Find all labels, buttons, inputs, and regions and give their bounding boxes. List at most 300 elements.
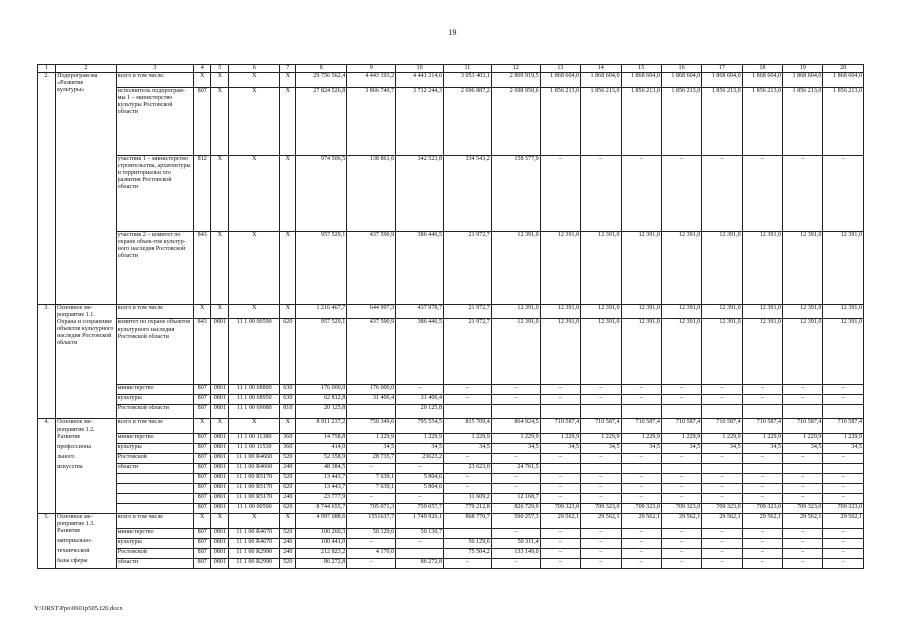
table-row xyxy=(38,504,864,514)
amount-cell: 710 587,4 xyxy=(702,419,742,434)
amount-cell: – xyxy=(540,385,580,395)
amount-cell: – xyxy=(783,155,823,231)
row-number-cell xyxy=(38,464,56,474)
grbs-code-cell: 807 xyxy=(194,454,211,464)
program-name-cell xyxy=(56,405,117,419)
vr-code-cell: 520 xyxy=(280,474,296,484)
program-name-cell xyxy=(56,474,117,484)
amount-cell: 4 443 193,2 xyxy=(347,73,396,88)
amount-cell: – xyxy=(581,538,621,548)
amount-cell: 437 978,7 xyxy=(396,304,444,319)
amount-cell: 29 562,1 xyxy=(742,514,782,529)
program-name-cell: базы сферы xyxy=(56,558,117,568)
amount-cell: 29 562,1 xyxy=(621,514,661,529)
amount-cell: 779 212,8 xyxy=(444,504,492,514)
amount-cell: 12 391,0 xyxy=(823,304,864,319)
amount-cell: 1 229,9 xyxy=(396,434,444,444)
amount-cell: – xyxy=(783,548,823,558)
amount-cell: – xyxy=(581,494,621,504)
amount-cell: 1 868 604,0 xyxy=(783,73,823,88)
amount-cell: – xyxy=(621,494,661,504)
csr-code-cell: 11 1 00 R4670 xyxy=(229,528,280,538)
rzpr-code-cell: X xyxy=(211,73,229,88)
amount-cell: 437 590,9 xyxy=(347,319,396,385)
table-row xyxy=(38,494,864,504)
amount-cell xyxy=(661,464,701,474)
amount-cell: 7 639,1 xyxy=(347,474,396,484)
responsible-cell xyxy=(116,474,194,484)
vr-code-cell: X xyxy=(280,155,296,231)
program-name-cell xyxy=(56,494,117,504)
column-number: 5 xyxy=(211,65,229,73)
amount-cell: 12 391,0 xyxy=(661,304,701,319)
amount-cell: 12 391,0 xyxy=(581,304,621,319)
rzpr-code-cell: 0801 xyxy=(211,319,229,385)
row-number-cell: 2. xyxy=(38,73,56,88)
rzpr-code-cell: 0801 xyxy=(211,444,229,454)
vr-code-cell: X xyxy=(280,231,296,304)
amount-cell xyxy=(742,464,782,474)
amount-cell: 414,0 xyxy=(296,444,347,454)
amount-cell: – xyxy=(702,474,742,484)
amount-cell: 138 861,6 xyxy=(347,155,396,231)
amount-cell: – xyxy=(661,474,701,484)
amount-cell: – xyxy=(491,484,540,494)
amount-cell: 1 868 604,0 xyxy=(661,73,701,88)
amount-cell: 34,5 xyxy=(661,444,701,454)
amount-cell: 34,5 xyxy=(540,444,580,454)
amount-cell: – xyxy=(783,474,823,484)
responsible-cell xyxy=(116,484,194,494)
amount-cell: 75 504,2 xyxy=(444,548,492,558)
column-number: 20 xyxy=(823,65,864,73)
amount-cell: – xyxy=(661,558,701,568)
amount-cell: 8 744 655,7 xyxy=(296,504,347,514)
rzpr-code-cell: X xyxy=(211,304,229,319)
amount-cell: 12 391,0 xyxy=(581,231,621,304)
amount-cell: 34,5 xyxy=(823,444,864,454)
amount-cell: – xyxy=(581,548,621,558)
column-number: 15 xyxy=(621,65,661,73)
csr-code-cell: 11 1 00 68890 xyxy=(229,385,280,395)
amount-cell: – xyxy=(742,548,782,558)
csr-code-cell: X xyxy=(229,419,280,434)
amount-cell: 12 391,0 xyxy=(491,304,540,319)
amount-cell: 1 856 213,0 xyxy=(581,87,621,155)
amount-cell xyxy=(742,405,782,419)
amount-cell: 31 406,4 xyxy=(347,395,396,405)
amount-cell xyxy=(783,464,823,474)
csr-code-cell: 11 1 00 69080 xyxy=(229,405,280,419)
vr-code-cell: X xyxy=(280,87,296,155)
amount-cell: – xyxy=(444,474,492,484)
amount-cell: 13 443,7 xyxy=(296,474,347,484)
csr-code-cell: 11 1 00 11380 xyxy=(229,434,280,444)
amount-cell xyxy=(621,464,661,474)
amount-cell: 3 866 740,7 xyxy=(347,87,396,155)
amount-cell: 709 323,0 xyxy=(661,504,701,514)
column-number: 14 xyxy=(581,65,621,73)
amount-cell: 1 868 604,0 xyxy=(581,73,621,88)
amount-cell xyxy=(540,464,580,474)
amount-cell: 48 384,5 xyxy=(296,464,347,474)
grbs-code-cell: 807 xyxy=(194,558,211,568)
amount-cell: – xyxy=(540,454,580,464)
amount-cell: 1 868 604,0 xyxy=(621,73,661,88)
amount-cell: 705 071,3 xyxy=(347,504,396,514)
amount-cell: – xyxy=(661,494,701,504)
amount-cell: – xyxy=(540,395,580,405)
program-name-cell xyxy=(56,231,117,304)
program-name-cell xyxy=(56,504,117,514)
rzpr-code-cell: 0801 xyxy=(211,538,229,548)
rzpr-code-cell: 0801 xyxy=(211,528,229,538)
row-number-cell xyxy=(38,484,56,494)
rzpr-code-cell: X xyxy=(211,514,229,529)
amount-cell: – xyxy=(661,538,701,548)
table-row xyxy=(38,558,864,568)
responsible-cell xyxy=(116,504,194,514)
vr-code-cell: 520 xyxy=(280,528,296,538)
amount-cell: – xyxy=(621,385,661,395)
program-name-cell: Основное ме-роприятие 1.3. xyxy=(56,514,117,529)
amount-cell: – xyxy=(702,548,742,558)
amount-cell: 23 777,9 xyxy=(296,494,347,504)
program-name-cell: Подпрограм-ма «Развитие xyxy=(56,73,117,88)
amount-cell: 1 868 604,0 xyxy=(702,73,742,88)
amount-cell: – xyxy=(621,558,661,568)
amount-cell: 709 323,0 xyxy=(742,504,782,514)
page-number: 19 xyxy=(448,28,457,37)
grbs-code-cell: 807 xyxy=(194,385,211,395)
amount-cell: – xyxy=(783,454,823,464)
amount-cell xyxy=(347,405,396,419)
amount-cell: 334 543,2 xyxy=(444,155,492,231)
amount-cell: 50 129,6 xyxy=(347,528,396,538)
amount-cell: 12 391,0 xyxy=(783,319,823,385)
amount-cell: – xyxy=(661,454,701,464)
amount-cell: – xyxy=(823,484,864,494)
vr-code-cell: 620 xyxy=(280,484,296,494)
grbs-code-cell: 812 xyxy=(194,155,211,231)
amount-cell: 12 391,0 xyxy=(783,304,823,319)
row-number-cell xyxy=(38,231,56,304)
column-number: 9 xyxy=(347,65,396,73)
amount-cell: 21 972,7 xyxy=(444,319,492,385)
vr-code-cell: 810 xyxy=(280,405,296,419)
amount-cell: – xyxy=(783,538,823,548)
program-name-cell: культуры» xyxy=(56,87,117,155)
vr-code-cell: 360 xyxy=(280,434,296,444)
amount-cell: 133 149,0 xyxy=(491,548,540,558)
row-number-cell xyxy=(38,444,56,454)
amount-cell: 709 323,0 xyxy=(540,504,580,514)
table-row xyxy=(38,405,864,419)
amount-cell: 1 856 213,0 xyxy=(783,87,823,155)
rzpr-code-cell: X xyxy=(211,155,229,231)
amount-cell: – xyxy=(581,155,621,231)
amount-cell: 31 406,4 xyxy=(396,395,444,405)
responsible-cell: культуры xyxy=(116,538,194,548)
program-name-cell: Охрана и сохранение объектов культурного наследия Ростовской области xyxy=(56,319,117,385)
amount-cell: 11 609,2 xyxy=(444,494,492,504)
vr-code-cell: 240 xyxy=(280,464,296,474)
table-row xyxy=(38,444,864,454)
amount-cell: 29 562,1 xyxy=(823,514,864,529)
row-number-cell: 3. xyxy=(38,304,56,319)
grbs-code-cell: 807 xyxy=(194,494,211,504)
amount-cell xyxy=(540,405,580,419)
amount-cell: 1 868 604,0 xyxy=(823,73,864,88)
amount-cell: 957 529,1 xyxy=(296,231,347,304)
grbs-code-cell: X xyxy=(194,419,211,434)
amount-cell xyxy=(621,405,661,419)
column-number: 17 xyxy=(702,65,742,73)
rzpr-code-cell: 0801 xyxy=(211,474,229,484)
amount-cell: 158 577,9 xyxy=(491,155,540,231)
amount-cell: 1 229,9 xyxy=(444,434,492,444)
amount-cell: 4 441 214,6 xyxy=(396,73,444,88)
csr-code-cell: X xyxy=(229,73,280,88)
amount-cell: 12 391,0 xyxy=(661,319,701,385)
amount-cell: – xyxy=(661,484,701,494)
amount-cell: 710 587,4 xyxy=(621,419,661,434)
amount-cell: – xyxy=(396,464,444,474)
vr-code-cell: 240 xyxy=(280,494,296,504)
amount-cell: – xyxy=(347,494,396,504)
amount-cell: 34,5 xyxy=(444,444,492,454)
responsible-cell: всего в том числе xyxy=(116,304,194,319)
amount-cell: – xyxy=(581,484,621,494)
amount-cell: – xyxy=(540,484,580,494)
vr-code-cell: X xyxy=(280,419,296,434)
rzpr-code-cell: 0801 xyxy=(211,434,229,444)
amount-cell: 50 129,6 xyxy=(444,538,492,548)
csr-code-cell: X xyxy=(229,231,280,304)
amount-cell: – xyxy=(702,528,742,538)
vr-code-cell: 620 xyxy=(280,504,296,514)
amount-cell: – xyxy=(621,395,661,405)
amount-cell xyxy=(783,405,823,419)
column-number: 12 xyxy=(491,65,540,73)
amount-cell: – xyxy=(540,474,580,484)
amount-cell: 23623,2 xyxy=(396,454,444,464)
amount-cell: – xyxy=(742,385,782,395)
amount-cell: – xyxy=(540,494,580,504)
amount-cell: 34,5 xyxy=(621,444,661,454)
csr-code-cell: 11 1 00 00590 xyxy=(229,504,280,514)
amount-cell: 29 562,1 xyxy=(783,514,823,529)
amount-cell: 12 391,0 xyxy=(823,231,864,304)
amount-cell: 1 856 213,0 xyxy=(621,87,661,155)
amount-cell: 86 272,8 xyxy=(396,558,444,568)
vr-code-cell: X xyxy=(280,304,296,319)
rzpr-code-cell: 0801 xyxy=(211,484,229,494)
amount-cell: 826 729,9 xyxy=(491,504,540,514)
table-row xyxy=(38,484,864,494)
amount-cell: 386 446,5 xyxy=(396,231,444,304)
csr-code-cell: 11 1 00 R4670 xyxy=(229,538,280,548)
column-number: 10 xyxy=(396,65,444,73)
table-row xyxy=(38,419,864,434)
responsible-cell: всего в том числе xyxy=(116,514,194,529)
program-name-cell: искусства xyxy=(56,464,117,474)
amount-cell: 12 391,0 xyxy=(742,231,782,304)
amount-cell xyxy=(661,405,701,419)
amount-cell: – xyxy=(621,528,661,538)
amount-cell xyxy=(702,405,742,419)
amount-cell: 12 391,0 xyxy=(702,231,742,304)
amount-cell: 710 587,4 xyxy=(540,419,580,434)
amount-cell: – xyxy=(444,558,492,568)
program-name-cell: льного xyxy=(56,454,117,464)
amount-cell: 7 639,1 xyxy=(347,484,396,494)
responsible-cell: участник 2 – комитет по охране объек-тов культур-ного наследия Ростовской области xyxy=(116,231,194,304)
amount-cell: 1 229,9 xyxy=(621,434,661,444)
column-number: 16 xyxy=(661,65,701,73)
amount-cell xyxy=(444,405,492,419)
responsible-cell: культуры xyxy=(116,395,194,405)
responsible-cell: области xyxy=(116,464,194,474)
footer-file-path: Y:\ORST\Ppo\0601p505.f20.docx xyxy=(34,605,123,612)
program-name-cell xyxy=(56,155,117,231)
vr-code-cell: 630 xyxy=(280,385,296,395)
amount-cell: 29 562,1 xyxy=(581,514,621,529)
amount-cell: – xyxy=(621,548,661,558)
grbs-code-cell: 807 xyxy=(194,548,211,558)
csr-code-cell: X xyxy=(229,304,280,319)
amount-cell: 86 272,8 xyxy=(296,558,347,568)
amount-cell: – xyxy=(491,454,540,464)
responsible-cell xyxy=(116,494,194,504)
program-name-cell: Основное ме-роприятие 1.2. xyxy=(56,419,117,434)
amount-cell xyxy=(396,548,444,558)
amount-cell: 1 229,9 xyxy=(702,434,742,444)
amount-cell: – xyxy=(702,494,742,504)
amount-cell: 12 391,0 xyxy=(491,319,540,385)
amount-cell: – xyxy=(783,528,823,538)
table-row xyxy=(38,464,864,474)
vr-code-cell: 240 xyxy=(280,538,296,548)
amount-cell: – xyxy=(581,395,621,405)
row-number-cell xyxy=(38,528,56,538)
grbs-code-cell: 807 xyxy=(194,434,211,444)
csr-code-cell: 11 1 00 00590 xyxy=(229,319,280,385)
amount-cell: 12 391,0 xyxy=(742,304,782,319)
amount-cell: – xyxy=(540,538,580,548)
table-row xyxy=(38,434,864,444)
amount-cell xyxy=(491,405,540,419)
row-number-cell xyxy=(38,395,56,405)
amount-cell: 710 587,4 xyxy=(581,419,621,434)
csr-code-cell: X xyxy=(229,155,280,231)
row-number-cell xyxy=(38,504,56,514)
amount-cell: 710 587,4 xyxy=(742,419,782,434)
vr-code-cell: X xyxy=(280,73,296,88)
amount-cell: – xyxy=(491,385,540,395)
amount-cell xyxy=(581,405,621,419)
amount-cell: 12 391,0 xyxy=(621,304,661,319)
table-row xyxy=(38,548,864,558)
amount-cell: 710 587,4 xyxy=(661,419,701,434)
amount-cell: – xyxy=(702,558,742,568)
amount-cell: – xyxy=(396,538,444,548)
csr-code-cell: 11 1 00 11530 xyxy=(229,444,280,454)
amount-cell: 710 587,4 xyxy=(823,419,864,434)
amount-cell: – xyxy=(444,484,492,494)
amount-cell: 759 057,7 xyxy=(396,504,444,514)
amount-cell: 12 168,7 xyxy=(491,494,540,504)
amount-cell: 5 804,6 xyxy=(396,474,444,484)
amount-cell: – xyxy=(783,558,823,568)
vr-code-cell: 240 xyxy=(280,548,296,558)
program-name-cell xyxy=(56,395,117,405)
grbs-code-cell: 807 xyxy=(194,405,211,419)
program-name-cell: Развитие xyxy=(56,434,117,444)
amount-cell: 12 391,0 xyxy=(581,319,621,385)
responsible-cell: Ростовской области xyxy=(116,405,194,419)
amount-cell: – xyxy=(702,538,742,548)
amount-cell: 12 391,0 xyxy=(540,231,580,304)
amount-cell: 14 758,8 xyxy=(296,434,347,444)
amount-cell: 34,5 xyxy=(702,444,742,454)
amount-cell: – xyxy=(444,395,492,405)
amount-cell: – xyxy=(702,155,742,231)
rzpr-code-cell: 0801 xyxy=(211,504,229,514)
amount-cell: 52 358,9 xyxy=(296,454,347,464)
amount-cell: 34,5 xyxy=(396,444,444,454)
amount-cell: 1 856 213,0 xyxy=(823,87,864,155)
column-number: 18 xyxy=(742,65,782,73)
amount-cell: 12 391,0 xyxy=(621,231,661,304)
row-number-cell xyxy=(38,538,56,548)
amount-cell: – xyxy=(702,385,742,395)
amount-cell: 12 391,0 xyxy=(823,319,864,385)
amount-cell: 34,5 xyxy=(581,444,621,454)
amount-cell: 864 924,5 xyxy=(491,419,540,434)
row-number-cell xyxy=(38,474,56,484)
row-number-cell xyxy=(38,548,56,558)
amount-cell: – xyxy=(581,474,621,484)
amount-cell: 29 562,1 xyxy=(540,514,580,529)
amount-cell: – xyxy=(783,484,823,494)
amount-cell: 750 349,6 xyxy=(347,419,396,434)
amount-cell: 12 391,0 xyxy=(742,319,782,385)
amount-cell: 709 323,0 xyxy=(621,504,661,514)
rzpr-code-cell: 0801 xyxy=(211,395,229,405)
amount-cell xyxy=(823,464,864,474)
amount-cell: 795 554,5 xyxy=(396,419,444,434)
amount-cell: 100 260,3 xyxy=(296,528,347,538)
amount-cell: – xyxy=(491,558,540,568)
amount-cell xyxy=(702,464,742,474)
amount-cell: 34,5 xyxy=(783,444,823,454)
amount-cell: 12 391,0 xyxy=(540,304,580,319)
column-number-row xyxy=(38,65,864,73)
amount-cell: 24 761,5 xyxy=(491,464,540,474)
amount-cell: 1 868 604,0 xyxy=(540,73,580,88)
amount-cell: 4 170,0 xyxy=(347,548,396,558)
row-number-cell xyxy=(38,434,56,444)
amount-cell: 437 590,9 xyxy=(347,231,396,304)
csr-code-cell: 11 1 00 R5170 xyxy=(229,494,280,504)
amount-cell: – xyxy=(742,494,782,504)
amount-cell: – xyxy=(742,454,782,464)
vr-code-cell: 630 xyxy=(280,395,296,405)
amount-cell: – xyxy=(823,474,864,484)
amount-cell: – xyxy=(661,385,701,395)
amount-cell: 1 856 213,0 xyxy=(742,87,782,155)
